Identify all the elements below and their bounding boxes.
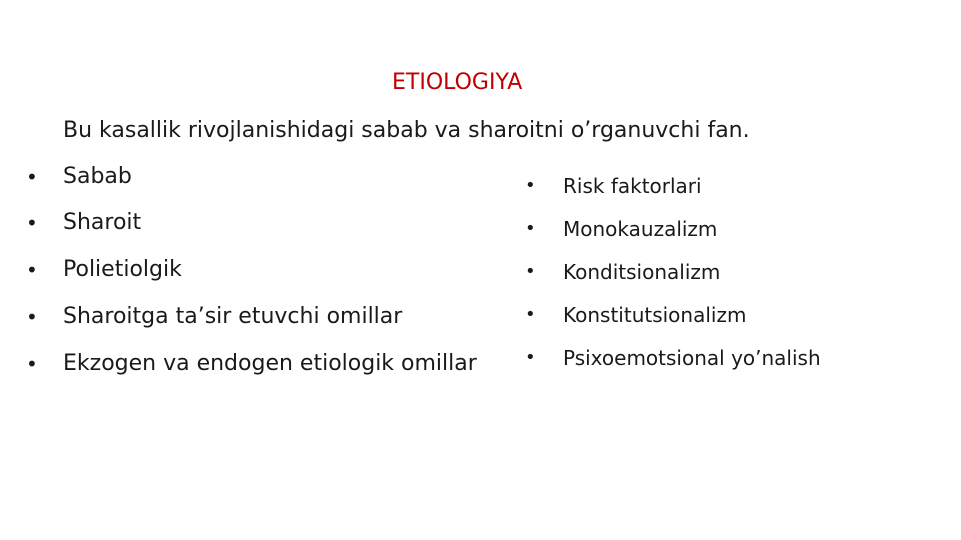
list-item-label: Sharoit: [63, 210, 142, 235]
list-item-label: Sabab: [63, 164, 132, 189]
bullet-icon: •: [525, 175, 536, 196]
bullet-icon: •: [525, 218, 536, 239]
list-item-label: Konstitutsionalizm: [563, 303, 747, 327]
list-item-label: Psixoemotsional yo’nalish: [563, 346, 821, 370]
list-item-label: Polietiolgik: [63, 257, 182, 282]
bullet-icon: •: [525, 261, 536, 282]
bullet-icon: •: [26, 165, 38, 189]
definition-text: Bu kasallik rivojlanishidagi sabab va sharoitni o’rganuvchi fan.: [63, 118, 750, 143]
list-item-label: Konditsionalizm: [563, 260, 721, 284]
bullet-icon: •: [525, 304, 536, 325]
list-item-label: Sharoitga ta’sir etuvchi omillar: [63, 304, 403, 329]
list-item-label: Ekzogen va endogen etiologik omillar: [63, 351, 477, 376]
bullet-icon: •: [26, 211, 38, 235]
list-item-label: Risk faktorlari: [563, 174, 702, 198]
bullet-icon: •: [26, 258, 38, 282]
bullet-icon: •: [26, 305, 38, 329]
slide-title: ETIOLOGIYA: [392, 70, 523, 95]
bullet-icon: •: [26, 352, 38, 376]
bullet-icon: •: [525, 347, 536, 368]
list-item-label: Monokauzalizm: [563, 217, 718, 241]
